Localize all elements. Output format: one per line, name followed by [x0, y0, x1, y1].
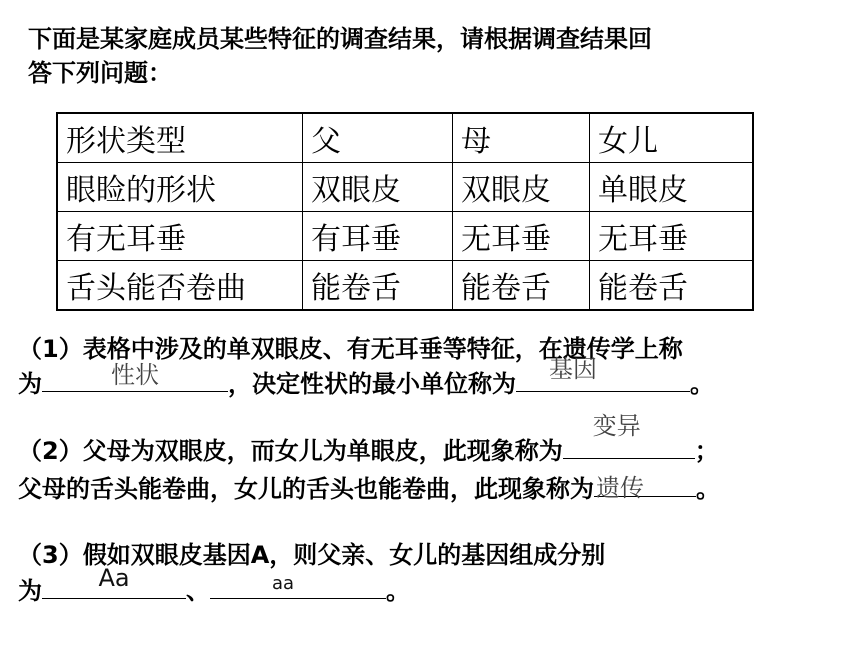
table-cell: 双眼皮 [303, 163, 453, 212]
intro-line-1: 下面是某家庭成员某些特征的调查结果，请根据调查结果回 [28, 25, 652, 53]
answer-blank-q3-2 [210, 572, 386, 599]
table-row [57, 212, 753, 261]
answer-blank-q2-2 [594, 470, 696, 502]
answer-blank-q1-2 [516, 355, 690, 392]
question-2-line-1-suffix: ； [694, 437, 719, 465]
table-row [57, 261, 753, 311]
answer-blank-q2-1 [563, 412, 695, 459]
table-cell: 有无耳垂 [57, 212, 303, 261]
table-cell: 有耳垂 [303, 212, 453, 261]
question-1-line-1: （1）表格中涉及的单双眼皮、有无耳垂等特征，在遗传学上称 [18, 335, 683, 363]
header-mother: 母 [453, 113, 590, 163]
header-daughter: 女儿 [590, 113, 754, 163]
table-cell: 能卷舌 [453, 261, 590, 311]
table-cell: 无耳垂 [590, 212, 754, 261]
answer-q2-1: 变异 [592, 412, 641, 440]
table-cell: 能卷舌 [590, 261, 754, 311]
question-3-middle: 、 [186, 577, 210, 605]
question-1-middle: ，决定性状的最小单位称为 [228, 370, 516, 398]
table-row [57, 163, 753, 212]
answer-q1-1: 性状 [111, 361, 159, 389]
intro-line-2: 答下列问题： [28, 59, 172, 87]
question-1-suffix: 。 [690, 370, 714, 398]
answer-q3-1: Aa [98, 564, 130, 592]
answer-q2-2: 遗传 [596, 474, 644, 502]
answer-q1-2: 基因 [549, 355, 597, 383]
answer-q3-2: aa [271, 573, 295, 594]
header-trait-type: 形状类型 [57, 113, 303, 163]
table-header-row [57, 113, 753, 163]
table-cell: 能卷舌 [303, 261, 453, 311]
question-intro [28, 22, 818, 90]
question-2-line-1 [18, 412, 719, 469]
question-2-line-2 [18, 470, 720, 507]
question-3-line-2 [18, 564, 410, 609]
question-2-line-2-suffix: 。 [696, 475, 720, 503]
question-3-prefix: 为 [18, 577, 42, 605]
table-cell: 无耳垂 [453, 212, 590, 261]
question-3-suffix: 。 [386, 577, 410, 605]
question-2-line-1-prefix: （2）父母为双眼皮，而女儿为单眼皮，此现象称为 [18, 437, 563, 465]
question-1-line-2 [18, 355, 714, 402]
table-cell: 单眼皮 [590, 163, 754, 212]
answer-blank-q3-1 [42, 564, 186, 599]
table-cell: 舌头能否卷曲 [57, 261, 303, 311]
question-2-line-2-prefix: 父母的舌头能卷曲，女儿的舌头也能卷曲，此现象称为 [18, 475, 594, 503]
table-cell: 眼睑的形状 [57, 163, 303, 212]
answer-blank-q1-1 [42, 361, 228, 392]
table-cell: 双眼皮 [453, 163, 590, 212]
question-3-line-1: （3）假如双眼皮基因A，则父亲、女儿的基因组成分别 [18, 541, 606, 569]
survey-table [56, 112, 754, 311]
header-father: 父 [303, 113, 453, 163]
question-1-prefix: 为 [18, 370, 42, 398]
